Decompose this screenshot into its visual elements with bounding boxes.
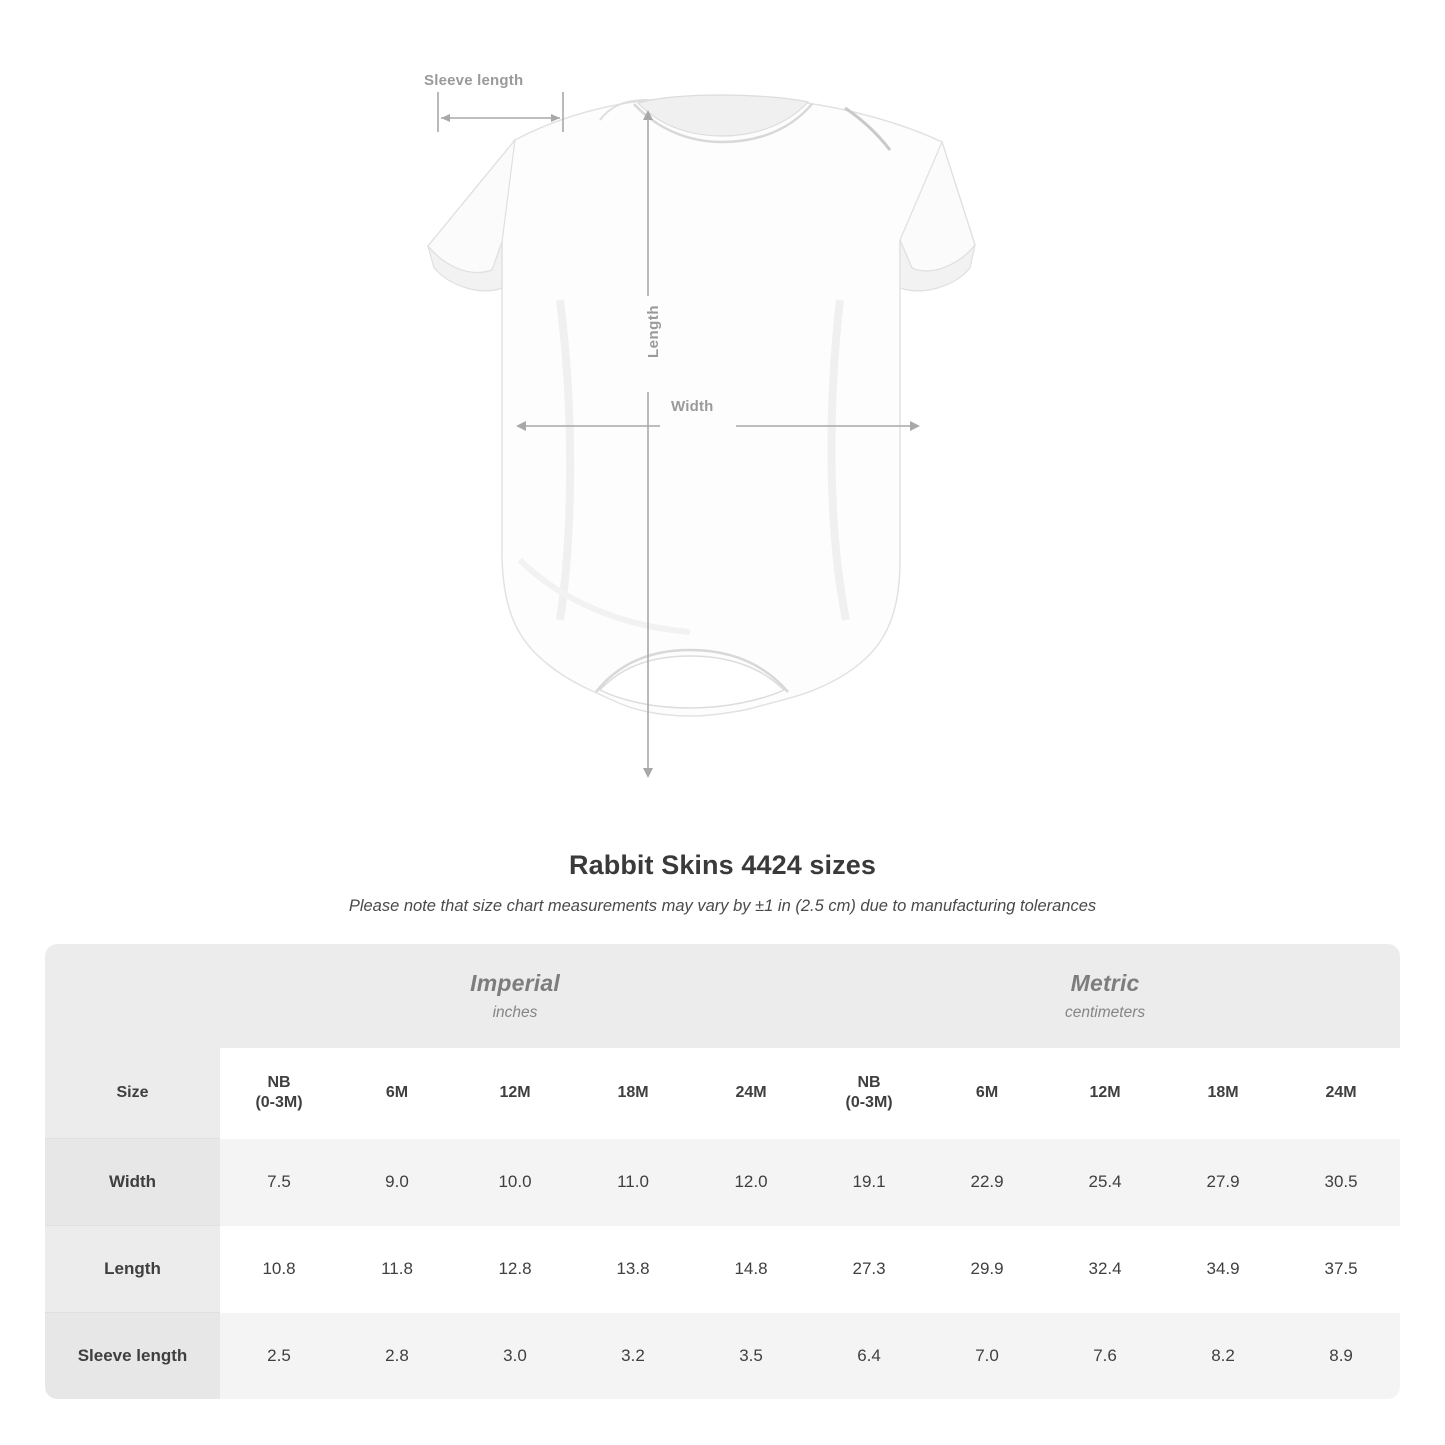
page-title: Rabbit Skins 4424 sizes [569, 850, 876, 880]
cell-width-nb-cm: 19.1 [810, 1139, 928, 1226]
cell-length-18m-cm: 34.9 [1206, 1259, 1240, 1278]
row-label-length: Length [45, 1226, 220, 1313]
cell-sleeve-6m-in: 2.8 [338, 1313, 456, 1400]
column-header-24m-imperial: 24M [692, 1048, 810, 1139]
length-label: Length [645, 305, 662, 358]
unit-group-imperial-name: Imperial [470, 970, 560, 996]
row-label-sleeve-length: Sleeve length [45, 1313, 220, 1400]
column-header-6m-metric: 6M [928, 1048, 1046, 1139]
cell-sleeve-6m-cm: 7.0 [928, 1313, 1046, 1400]
cell-width-24m-cm: 30.5 [1282, 1139, 1400, 1226]
cell-width-18m-in: 11.0 [574, 1139, 692, 1226]
column-header-nb-metric [810, 1048, 928, 1139]
cell-width-12m-in: 10.0 [456, 1139, 574, 1226]
unit-group-metric-sub: centimeters [1065, 1004, 1146, 1021]
column-header-18m-metric: 18M [1164, 1048, 1282, 1139]
cell-length-24m-in: 14.8 [734, 1259, 768, 1278]
column-header-12m-imperial: 12M [456, 1048, 574, 1139]
unit-row-corner [45, 944, 220, 1048]
column-header-6m-imperial: 6M [338, 1048, 456, 1139]
cell-sleeve-24m-in: 3.5 [692, 1313, 810, 1400]
cell-sleeve-nb-cm: 6.4 [810, 1313, 928, 1400]
size-chart-table-wrap [45, 944, 1400, 1399]
table-row [45, 1139, 1400, 1226]
column-header-24m-metric: 24M [1282, 1048, 1400, 1139]
cell-width-6m-cm: 22.9 [928, 1139, 1046, 1226]
cell-sleeve-18m-in: 3.2 [574, 1313, 692, 1400]
row-header-size: Size [45, 1048, 220, 1139]
row-label-width: Width [45, 1139, 220, 1226]
column-header-main: NB [267, 1074, 291, 1092]
size-header-row [45, 1048, 1400, 1139]
cell-length-6m-in: 11.8 [381, 1259, 413, 1278]
column-header-main: NB [857, 1074, 881, 1092]
cell-sleeve-18m-cm: 8.2 [1164, 1313, 1282, 1400]
unit-group-metric [810, 944, 1400, 1048]
column-header-nb-imperial [220, 1048, 338, 1139]
cell-sleeve-nb-in: 2.5 [220, 1313, 338, 1400]
cell-width-12m-cm: 25.4 [1046, 1139, 1164, 1226]
cell-length-6m-cm: 29.9 [970, 1259, 1004, 1278]
unit-group-imperial-sub: inches [492, 1004, 538, 1021]
unit-group-imperial [220, 944, 810, 1048]
size-chart-table [45, 944, 1400, 1399]
cell-sleeve-12m-in: 3.0 [456, 1313, 574, 1400]
column-header-12m-metric: 12M [1046, 1048, 1164, 1139]
cell-sleeve-12m-cm: 7.6 [1046, 1313, 1164, 1400]
tolerance-note: Please note that size chart measurements may vary by ±1 in (2.5 cm) due to manufacturing tolerances [348, 897, 1097, 915]
sleeve-length-label: Sleeve length [424, 72, 524, 89]
cell-width-6m-in: 9.0 [338, 1139, 456, 1226]
column-header-sub: (0-3M) [845, 1094, 893, 1112]
cell-sleeve-24m-cm: 8.9 [1282, 1313, 1400, 1400]
column-header-18m-imperial: 18M [574, 1048, 692, 1139]
cell-length-12m-cm: 32.4 [1088, 1259, 1122, 1278]
unit-group-metric-name: Metric [1070, 970, 1140, 996]
cell-width-18m-cm: 27.9 [1164, 1139, 1282, 1226]
cell-length-12m-in: 12.8 [498, 1259, 532, 1278]
cell-length-18m-in: 13.8 [616, 1259, 650, 1278]
table-row [45, 1226, 1400, 1313]
cell-length-nb-cm: 27.3 [852, 1259, 886, 1278]
unit-group-row [45, 944, 1400, 1048]
column-header-sub: (0-3M) [255, 1094, 303, 1112]
title-block [0, 850, 1445, 916]
table-row [45, 1313, 1400, 1400]
width-label: Width [671, 398, 714, 415]
cell-length-nb-in: 10.8 [262, 1259, 296, 1278]
cell-length-24m-cm: 37.5 [1324, 1259, 1358, 1278]
cell-width-nb-in: 7.5 [220, 1139, 338, 1226]
cell-width-24m-in: 12.0 [692, 1139, 810, 1226]
